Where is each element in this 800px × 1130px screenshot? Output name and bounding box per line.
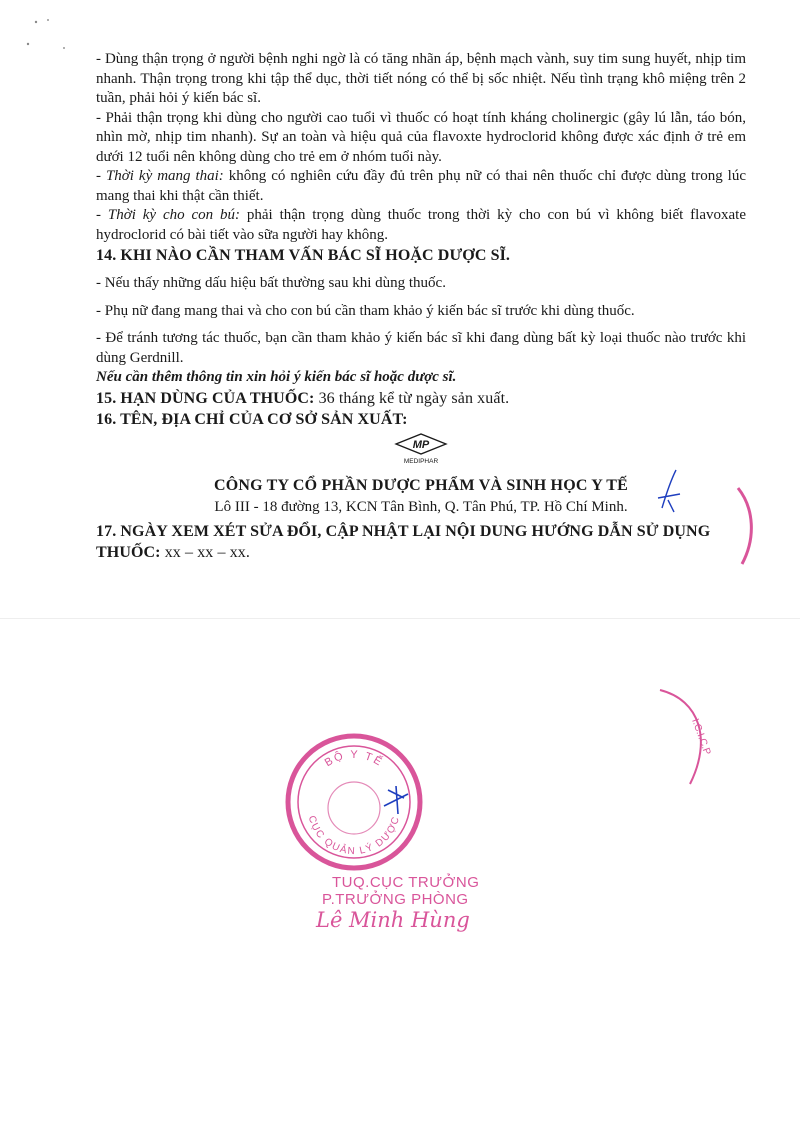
section-16-heading: 16. TÊN, ĐỊA CHỈ CỦA CƠ SỞ SẢN XUẤT:	[96, 410, 408, 428]
ministry-seal	[280, 728, 440, 878]
scan-specks	[26, 18, 76, 63]
pregnancy-label: Thời kỳ mang thai:	[105, 168, 224, 184]
document-body	[96, 50, 746, 563]
section-17-heading	[96, 521, 746, 563]
initial-mark-and-stamp-edge	[650, 468, 760, 588]
paragraph-caution-glaucoma: - Dùng thận trọng ở người bệnh nghi ngờ là có tăng nhãn áp, bệnh mạch vành, suy tim sung huyết, nhịp tim nhanh. Thận trọng trong khi tập thể dục, thời tiết nóng có thể bị sốc nhiệt. Nếu tình trạng khô miệng trên 2 tuần, phải hỏi ý kiến bác sĩ.	[96, 51, 746, 106]
dash: -	[96, 207, 108, 223]
dash: -	[96, 168, 106, 184]
section-15-heading	[96, 388, 746, 409]
section-17-value: xx – xx – xx.	[160, 544, 251, 561]
company-name: CÔNG TY CỔ PHẦN DƯỢC PHẨM VÀ SINH HỌC Y TẾ	[213, 477, 629, 494]
mediphar-logo	[96, 432, 746, 473]
seal-emblem	[328, 782, 380, 834]
initial-signature-mark	[658, 470, 680, 512]
signer-name: Lê Minh Hùng	[316, 908, 470, 932]
paragraph-pregnancy	[96, 167, 746, 206]
signature-tick	[384, 786, 408, 814]
paragraph-caution-elderly: - Phải thận trọng khi dùng cho người cao tuổi vì thuốc có hoạt tính kháng cholinergic (gây lú lẫn, táo bón, nhìn mờ, nhịp tim nhanh). Sự an toàn và hiệu quả của flavoxte hydroclorid không được xác định ở trẻ em dưới 12 tuổi nên không dùng cho trẻ em ở nhóm tuổi này.	[96, 109, 746, 165]
section-14-item: - Để tránh tương tác thuốc, bạn cần tham khảo ý kiến bác sĩ khi đang dùng bất kỳ loại thuốc nào trước khi dùng Gerdnill.	[96, 330, 746, 366]
paragraph-breastfeeding	[96, 206, 746, 245]
partial-seal-right	[640, 680, 730, 800]
speck-marks	[26, 18, 76, 58]
stamp-line-1: TUQ.CỤC TRƯỞNG	[332, 874, 480, 891]
half-stamp-arc	[738, 488, 751, 564]
logo-mark-text: MP	[412, 438, 430, 451]
partial-seal-ring	[660, 690, 701, 784]
stamp-line-2: P.TRƯỞNG PHÒNG	[322, 891, 469, 908]
pregnancy-text: không có nghiên cứu đầy đủ trên phụ nữ có thai nên thuốc chỉ được dùng trong lúc mang thai khi thật cần thiết.	[96, 168, 747, 204]
section-14-item: - Phụ nữ đang mang thai và cho con bú cần tham khảo ý kiến bác sĩ trước khi dùng thuốc.	[96, 302, 635, 319]
more-info-note: Nếu cần thêm thông tin xin hỏi ý kiến bác sĩ hoặc dược sĩ.	[96, 369, 457, 385]
section-15-value: 36 tháng kể từ ngày sản xuất.	[314, 389, 510, 407]
mediphar-logo-mark	[386, 432, 456, 466]
partial-seal-text: I.C.I.C.P	[689, 717, 713, 757]
section-17-title: 17. NGÀY XEM XÉT SỬA ĐỔI, CẬP NHẬT LẠI NỘI DUNG HƯỚNG DẪN SỬ DỤNG THUỐC:	[96, 523, 711, 561]
seal-top-text: BỘ Y TẾ	[322, 748, 386, 770]
page-fold-line	[0, 618, 800, 619]
logo-caption: MEDIPHAR	[403, 457, 439, 465]
section-14-item: - Nếu thấy những dấu hiệu bất thường sau khi dùng thuốc.	[96, 275, 446, 291]
seal-bottom-text: CỤC QUẢN LÝ DƯỢC	[305, 814, 403, 858]
company-address: Lô III - 18 đường 13, KCN Tân Bình, Q. Tân Phú, TP. Hồ Chí Minh.	[214, 498, 628, 515]
section-15-title: 15. HẠN DÙNG CỦA THUỐC:	[96, 389, 315, 407]
breastfeeding-text: phải thận trọng dùng thuốc trong thời kỳ cho con bú vì không biết flavoxate hydroclorid có bài tiết vào sữa người hay không.	[96, 207, 746, 243]
breastfeeding-label: Thời kỳ cho con bú:	[107, 207, 241, 223]
section-14-heading: 14. KHI NÀO CẦN THAM VẤN BÁC SĨ HOẶC DƯỢC SĨ.	[96, 247, 511, 264]
approval-stamp-text	[316, 874, 480, 932]
